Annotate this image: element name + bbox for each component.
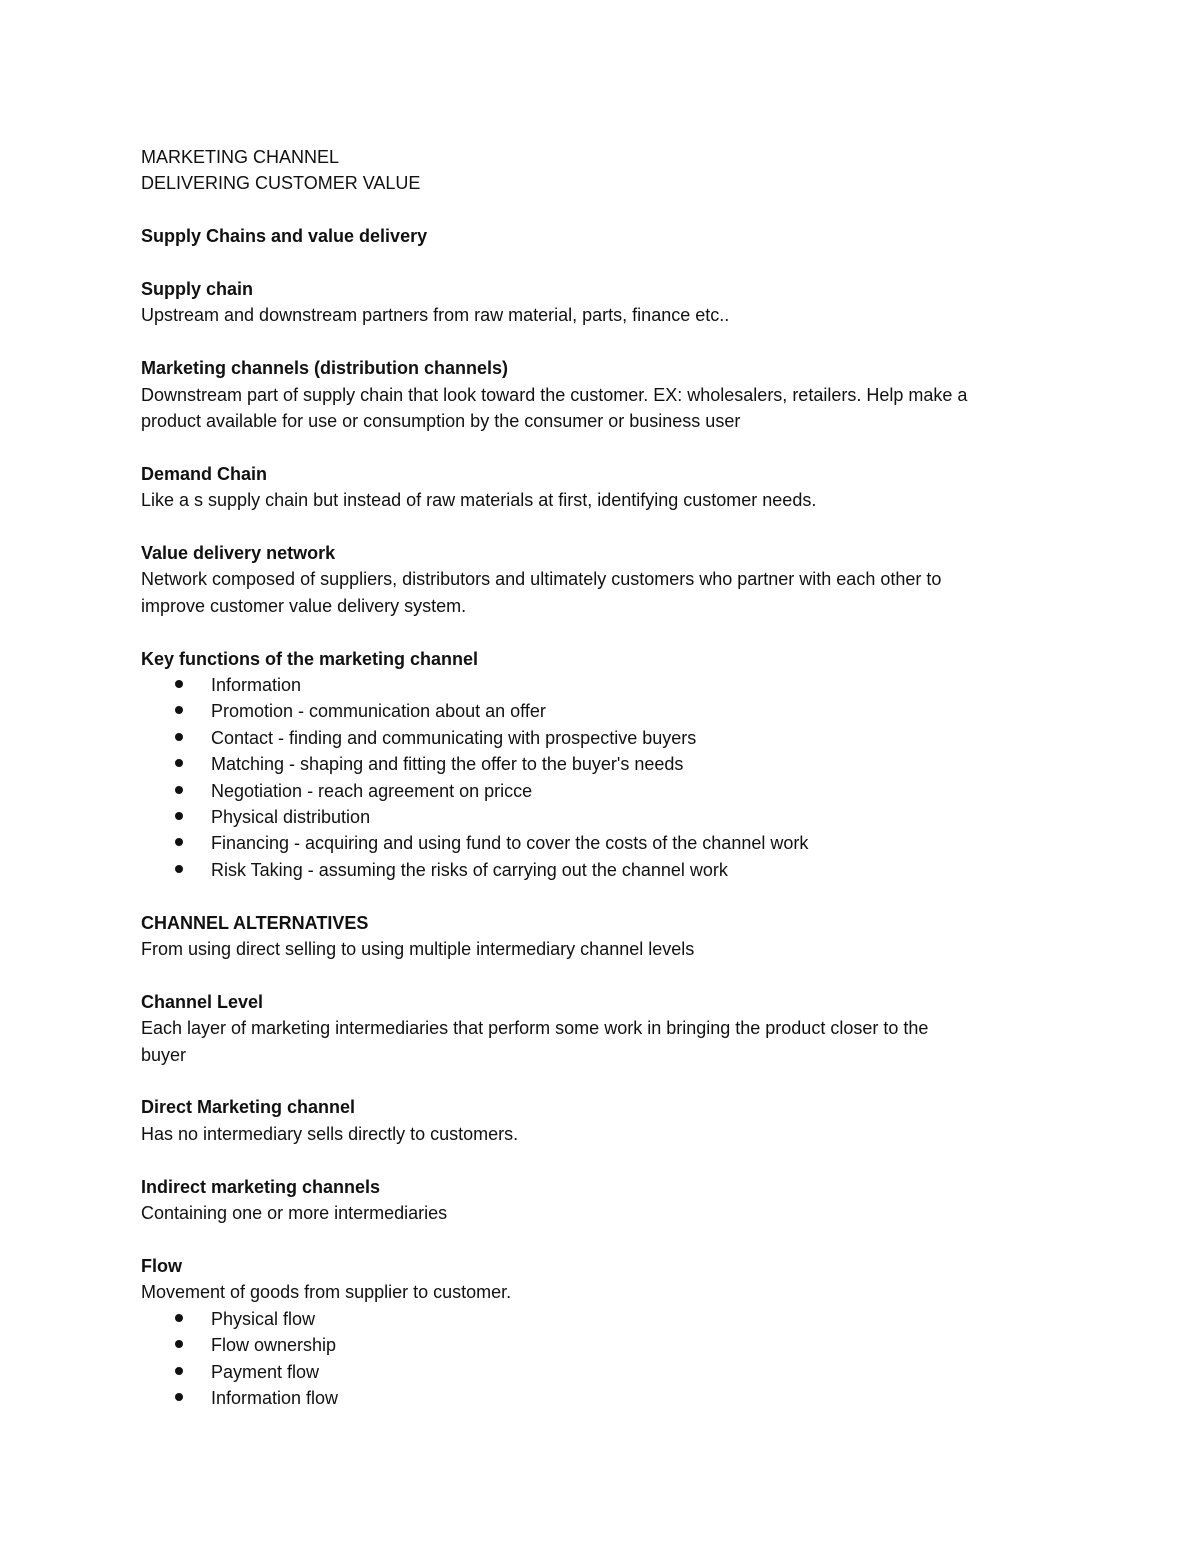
heading-supply-chain: Supply chain (141, 279, 254, 299)
bullet-icon (175, 680, 183, 688)
bullet-icon (175, 706, 183, 714)
list-item: Information flow (141, 1385, 1061, 1411)
bullet-icon (175, 865, 183, 873)
text-indirect-marketing: Containing one or more intermediaries (141, 1203, 448, 1224)
bullet-icon (175, 1367, 183, 1375)
document-page (141, 144, 1061, 1411)
text-direct-marketing: Has no intermediary sells directly to customers. (141, 1123, 519, 1144)
bullet-icon (175, 786, 183, 794)
key-functions-list (141, 672, 1061, 883)
heading-flow: Flow (141, 1255, 182, 1276)
text-demand-chain: Like a s supply chain but instead of raw materials at first, identifying customer needs. (141, 490, 817, 511)
list-item: Negotiation - reach agreement on pricce (141, 778, 1061, 804)
heading-channel-alternatives: CHANNEL ALTERNATIVES (141, 912, 369, 933)
section-heading-supply-chains: Supply Chains and value delivery (141, 226, 428, 247)
list-item: Physical distribution (141, 804, 1061, 830)
heading-value-delivery-network: Value delivery network (141, 543, 336, 564)
text-flow: Movement of goods from supplier to customer. (141, 1282, 512, 1303)
text-marketing-channels-1: Downstream part of supply chain that look toward the customer. EX: wholesalers, retailers. Help make a (141, 384, 968, 405)
bullet-icon (175, 1314, 183, 1322)
list-item: Physical flow (141, 1306, 1061, 1332)
list-item: Information (141, 672, 1061, 698)
bullet-icon (175, 838, 183, 846)
text-supply-chain: Upstream and downstream partners from raw material, parts, finance etc.. (141, 305, 730, 326)
bullet-icon (175, 733, 183, 741)
bullet-icon (175, 759, 183, 767)
list-item: Financing - acquiring and using fund to cover the costs of the channel work (141, 830, 1061, 856)
bullet-icon (175, 812, 183, 820)
list-item: Payment flow (141, 1359, 1061, 1385)
bullet-icon (175, 1340, 183, 1348)
heading-key-functions: Key functions of the marketing channel (141, 648, 479, 669)
heading-indirect-marketing: Indirect marketing channels (141, 1176, 381, 1197)
list-item: Promotion - communication about an offer (141, 698, 1061, 724)
heading-demand-chain: Demand Chain (141, 463, 268, 484)
heading-channel-level: Channel Level (141, 991, 264, 1012)
text-value-delivery-network-1: Network composed of suppliers, distributors and ultimately customers who partner with each other to (141, 569, 942, 590)
text-channel-alternatives: From using direct selling to using multiple intermediary channel levels (141, 939, 695, 960)
document-title: MARKETING CHANNEL (141, 147, 340, 167)
list-item: Matching - shaping and fitting the offer to the buyer's needs (141, 751, 1061, 777)
flow-list (141, 1306, 1061, 1412)
list-item: Flow ownership (141, 1332, 1061, 1358)
text-value-delivery-network-2: improve customer value delivery system. (141, 595, 467, 616)
bullet-icon (175, 1393, 183, 1401)
document-subtitle: DELIVERING CUSTOMER VALUE (141, 173, 421, 194)
text-channel-level-1: Each layer of marketing intermediaries that perform some work in bringing the product closer to the (141, 1018, 929, 1039)
heading-marketing-channels: Marketing channels (distribution channels) (141, 358, 509, 379)
heading-direct-marketing: Direct Marketing channel (141, 1097, 356, 1118)
text-marketing-channels-2: product available for use or consumption by the consumer or business user (141, 411, 741, 432)
list-item: Risk Taking - assuming the risks of carrying out the channel work (141, 857, 1061, 883)
text-channel-level-2: buyer (141, 1044, 187, 1065)
list-item: Contact - finding and communicating with prospective buyers (141, 725, 1061, 751)
